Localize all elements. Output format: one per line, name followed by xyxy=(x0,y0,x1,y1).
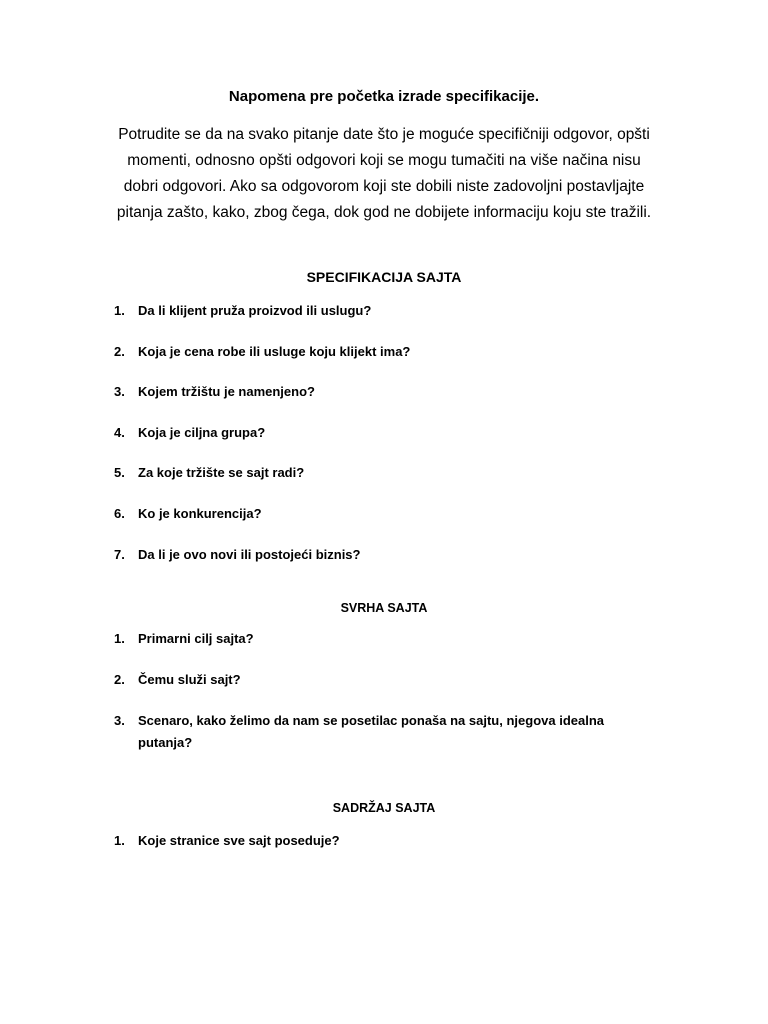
svrha-question-list xyxy=(0,628,768,751)
item-number: 2. xyxy=(114,672,125,687)
list-item xyxy=(0,830,768,852)
list-item xyxy=(0,628,768,669)
item-text: Koja je cena robe ili usluge koju klijekt ima? xyxy=(138,343,411,359)
item-text: Da li je ovo novi ili postojeći biznis? xyxy=(138,546,361,562)
item-number: 1. xyxy=(114,631,125,646)
section-heading-svrha: SVRHA SAJTA xyxy=(340,601,428,615)
sadrzaj-question-list xyxy=(0,830,768,852)
item-text-line: Scenaro, kako želimo da nam se posetilac ponaša na sajtu, njegova idealna xyxy=(138,713,605,728)
note-title: Napomena pre početka izrade specifikacije. xyxy=(228,88,540,105)
item-text-line: putanja? xyxy=(138,735,193,750)
item-number: 3. xyxy=(114,713,125,728)
note-paragraph xyxy=(88,122,680,226)
list-item xyxy=(0,503,768,544)
item-number: 1. xyxy=(114,833,125,848)
item-number: 4. xyxy=(114,424,125,440)
note-line: pitanja zašto, kako, zbog čega, dok god ne dobijete informaciju koju ste tražili. xyxy=(116,204,652,221)
item-text: Čemu služi sajt? xyxy=(138,672,241,687)
list-item xyxy=(0,341,768,382)
list-item xyxy=(0,544,768,585)
item-text: Ko je konkurencija? xyxy=(138,505,262,521)
item-number: 5. xyxy=(114,465,125,481)
list-item xyxy=(0,669,768,710)
item-text: Da li klijent pruža proizvod ili uslugu? xyxy=(138,303,372,318)
section-heading-specifikacija: SPECIFIKACIJA SAJTA xyxy=(306,269,462,285)
item-number: 1. xyxy=(114,303,125,318)
list-item xyxy=(0,710,768,751)
note-line: momenti, odnosno opšti odgovori koji se mogu tumačiti na više načina nisu xyxy=(127,152,641,169)
list-item xyxy=(0,381,768,422)
item-text: Koja je ciljna grupa? xyxy=(138,424,266,440)
list-item xyxy=(0,300,768,341)
item-text: Za koje tržište se sajt radi? xyxy=(138,465,305,481)
section-heading-sadrzaj: SADRŽAJ SAJTA xyxy=(332,801,436,815)
item-text: Primarni cilj sajta? xyxy=(138,631,254,646)
item-number: 6. xyxy=(114,505,125,521)
item-text: Koje stranice sve sajt poseduje? xyxy=(138,833,340,848)
note-line: Potrudite se da na svako pitanje date što je moguće specifičniji odgovor, opšti xyxy=(118,126,650,143)
list-item xyxy=(0,422,768,463)
item-number: 2. xyxy=(114,343,125,359)
specifikacija-question-list xyxy=(0,300,768,584)
note-line: dobri odgovori. Ako sa odgovorom koji ste dobili niste zadovoljni postavljajte xyxy=(123,178,645,195)
item-number: 3. xyxy=(114,384,125,400)
list-item xyxy=(0,462,768,503)
item-number: 7. xyxy=(114,546,125,562)
item-text: Kojem tržištu je namenjeno? xyxy=(138,384,315,400)
